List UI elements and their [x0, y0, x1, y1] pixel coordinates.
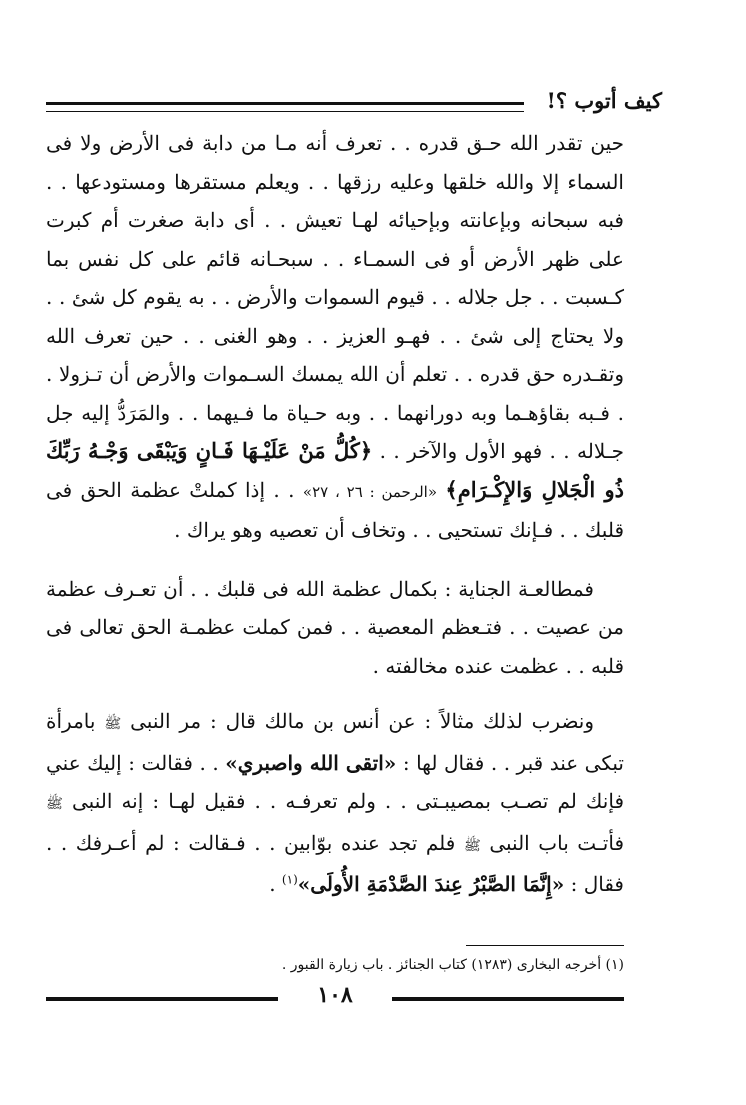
hadith-quote-1: «اتقى الله واصبري» — [225, 750, 397, 775]
footnote-marker: (١) — [281, 872, 298, 887]
footnote: (١) أخرجه البخارى (١٢٨٣) كتاب الجنائز . باب زيارة القبور . — [281, 957, 624, 973]
quran-verse: ﴿كُلُّ مَنْ عَلَيْـهَا فَـانٍ وَيَبْقَى وَجْـهُ رَبِّكَ ذُو الْجَلالِ وَالإِكْـرَامِ﴾ — [46, 438, 624, 502]
paragraph-3-part-2: بامرأة تبكى عند قبر . . فقال لها : — [46, 709, 624, 775]
paragraph-3 — [46, 702, 624, 904]
running-header — [46, 86, 662, 126]
paragraph-3-end: . — [269, 872, 276, 896]
salutation-glyph: ﷺ — [463, 837, 481, 854]
verse-reference: «الرحمن : ٢٦ ، ٢٧» — [302, 482, 438, 501]
paragraph-1 — [46, 124, 624, 550]
page-body — [46, 124, 624, 904]
page-footer — [46, 978, 624, 1018]
paragraph-3-part-1: ونضرب لذلك مثالاً : عن أنس بن مالك قال : مر النبى — [130, 709, 595, 733]
header-rule — [46, 102, 524, 112]
paragraph-3-part-5: فلم تجد عنده بوّابين . . فـقالت : لم أعـرفك . . فقال : — [46, 830, 624, 896]
paragraph-1-text: حين تقدر الله حـق قدره . . تعرف أنه مـا من دابة فى الأرض ولا فى السماء إلا والله خلقها وعليه رزقها . . ويعلم مستقرها ومستودعها . . فبه سبحانه وبإعانته وبإحيائه لهـا تعيش . . أى دابة صغرت أم كبرت على ظهر الأرض أو فى السمـاء . . سبحـانه قائم على كل نفس بما كـسبت . . جل جلاله . . قيوم السموات والأرض . . به يقوم كل شئ . . ولا يحتاج إلى شئ . . فهـو العزيز . . وهو الغنى . . حين تعرف الله وتقـدره حق قدره . . تعلم أن الله يمسك السـموات والأرض أن تـزولا . . فـبه بقاؤهـما وبه دورانهما . . وبه حـياة ما فـيهما . . والمَرَدُّ إليه جل جـلاله . . فهو الأول والآخر . . — [46, 131, 624, 463]
footnote-rule — [466, 945, 624, 946]
book-title: كيف أتوب ؟! — [546, 88, 662, 113]
salutation-glyph: ﷺ — [104, 716, 122, 732]
salutation-glyph: ﷺ — [46, 796, 63, 812]
page-number: ١٠٨ — [317, 982, 353, 1008]
paragraph-3-part-4: فأتـت باب النبى — [489, 830, 625, 855]
paragraph-3-part-3: . . فقالت : إليك عني فإنك لم تصـب بمصيبـتى . . ولم تعرفـه . . فقيل لهـا : إنه النبى — [46, 750, 625, 813]
paragraph-2: فمطالعـة الجناية : بكمال عظمة الله فى قلبك . . أن تعـرف عظمة من عصيت . . فتـعظم المعصية . . فمن كملت عظمـة الحق تعالى فى قلبه . . عظمت عنده مخالفته . — [46, 576, 624, 678]
hadith-quote-2: «إِنَّمَا الصَّبْرُ عِندَ الصَّدْمَةِ الأُولَى» — [297, 872, 565, 896]
paragraph-1-end: . . إذا كملتْ عظمة الحق فى قلبك . . فـإنك تستحيى . . وتخاف أن تعصيه وهو يراك . — [46, 477, 624, 542]
